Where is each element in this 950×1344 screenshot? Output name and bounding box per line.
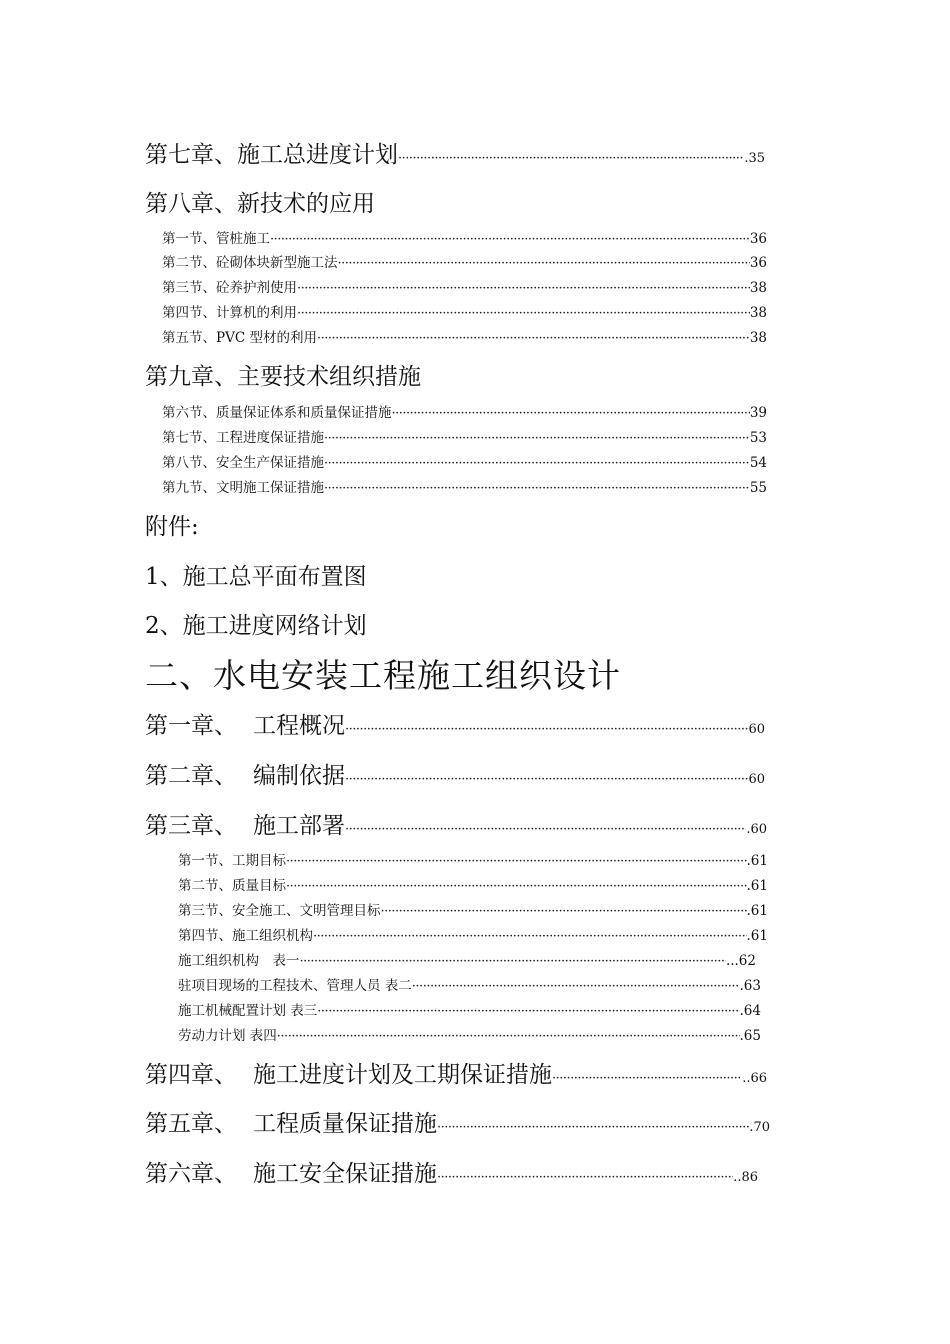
toc-entry-chapter bbox=[145, 1105, 770, 1138]
toc-page-number: .70 bbox=[749, 1120, 770, 1135]
toc-entry-title: 施工组织机构 表一 bbox=[178, 953, 300, 969]
dot-leader bbox=[270, 232, 750, 247]
toc-entry bbox=[162, 401, 767, 421]
appendix-item: 2、施工进度网络计划 bbox=[145, 613, 367, 639]
toc-page-number: 55 bbox=[749, 480, 767, 496]
toc-entry-title: 第五节、PVC 型材的利用 bbox=[162, 330, 317, 346]
chapter-prefix: 第五章、 bbox=[145, 1111, 237, 1137]
toc-entry bbox=[178, 999, 761, 1019]
dot-leader bbox=[317, 1004, 739, 1019]
toc-entry bbox=[162, 426, 767, 446]
toc-entry bbox=[178, 924, 768, 944]
toc-entry-ch7 bbox=[145, 136, 765, 169]
toc-entry-chapter bbox=[145, 707, 765, 740]
toc-entry bbox=[178, 899, 768, 919]
chapter-prefix: 第二章、 bbox=[145, 763, 237, 789]
toc-page-number: 39 bbox=[749, 405, 767, 421]
toc-entry-title: 施工安全保证措施 bbox=[253, 1161, 437, 1187]
toc-page-number: .65 bbox=[739, 1028, 761, 1044]
dot-leader bbox=[552, 1071, 742, 1086]
toc-page-number: .61 bbox=[746, 878, 768, 894]
toc-page-number: 38 bbox=[749, 305, 767, 321]
toc-entry-title: 第一节、管桩施工 bbox=[162, 231, 270, 247]
toc-page-number: 36 bbox=[749, 255, 767, 271]
toc-page-number: .63 bbox=[739, 978, 761, 994]
toc-page-number: 38 bbox=[749, 280, 767, 296]
appendix-label: 附件: bbox=[145, 514, 199, 540]
toc-page-number: .64 bbox=[739, 1003, 761, 1019]
toc-entry-title: 第二节、砼砌体块新型施工法 bbox=[162, 255, 338, 271]
toc-entry-title: 编制依据 bbox=[253, 763, 345, 789]
toc-entry-title: 第四节、施工组织机构 bbox=[178, 928, 313, 944]
dot-leader bbox=[345, 772, 748, 787]
dot-leader bbox=[286, 854, 747, 869]
toc-entry-title: 第三节、安全施工、文明管理目标 bbox=[178, 903, 381, 919]
toc-entry-title: 第三节、砼养护剂使用 bbox=[162, 280, 297, 296]
dot-leader bbox=[392, 406, 750, 421]
part-title: 二、水电安装工程施工组织设计 bbox=[145, 656, 621, 695]
toc-entry-chapter bbox=[145, 757, 765, 790]
toc-entry-title: 第一节、工期目标 bbox=[178, 853, 286, 869]
toc-entry bbox=[162, 301, 767, 321]
chapter-prefix: 第三章、 bbox=[145, 813, 237, 839]
toc-entry-title: 工程质量保证措施 bbox=[253, 1111, 437, 1137]
toc-entry-title: 施工机械配置计划 表三 bbox=[178, 1003, 318, 1019]
dot-leader bbox=[317, 331, 750, 346]
toc-page-number: 60 bbox=[748, 722, 765, 737]
dot-leader bbox=[412, 979, 740, 994]
toc-page-number: 54 bbox=[749, 455, 767, 471]
toc-entry-title: 第八节、安全生产保证措施 bbox=[162, 455, 324, 471]
toc-heading-ch9: 第九章、主要技术组织措施 bbox=[145, 364, 421, 390]
toc-entry bbox=[162, 227, 767, 247]
toc-entry-title: 劳动力计划 表四 bbox=[178, 1028, 277, 1044]
dot-leader bbox=[300, 954, 726, 969]
toc-entry-title: 工程概况 bbox=[253, 713, 345, 739]
dot-leader bbox=[286, 879, 747, 894]
toc-entry-title: 第二节、质量目标 bbox=[178, 878, 286, 894]
toc-entry-title: 第六节、质量保证体系和质量保证措施 bbox=[162, 405, 392, 421]
dot-leader bbox=[338, 256, 750, 271]
toc-entry-title: 驻项目现场的工程技术、管理人员 表二 bbox=[178, 978, 412, 994]
toc-entry-title: 第九节、文明施工保证措施 bbox=[162, 480, 324, 496]
toc-entry-chapter bbox=[145, 807, 767, 840]
dot-leader bbox=[324, 481, 750, 496]
toc-page-number: .60 bbox=[746, 822, 767, 837]
chapter-prefix: 第四章、 bbox=[145, 1062, 237, 1088]
toc-page-number: 60 bbox=[748, 772, 765, 787]
toc-page-number: 38 bbox=[749, 330, 767, 346]
toc-page-number: ..66 bbox=[742, 1071, 767, 1086]
toc-entry bbox=[162, 451, 767, 471]
toc-entry bbox=[178, 949, 756, 969]
dot-leader bbox=[381, 904, 747, 919]
toc-page-number: ..86 bbox=[733, 1170, 758, 1185]
dot-leader bbox=[297, 281, 750, 296]
dot-leader bbox=[437, 1170, 733, 1185]
dot-leader bbox=[437, 1120, 749, 1135]
toc-page-number: .61 bbox=[746, 903, 768, 919]
toc-entry-chapter bbox=[145, 1056, 767, 1089]
toc-entry-title: 施工部署 bbox=[253, 813, 345, 839]
toc-entry bbox=[178, 1024, 761, 1044]
toc-page-number: ...62 bbox=[725, 953, 756, 969]
dot-leader bbox=[398, 151, 744, 166]
dot-leader bbox=[345, 722, 748, 737]
toc-entry-title: 施工进度计划及工期保证措施 bbox=[253, 1062, 552, 1088]
toc-page-number: .61 bbox=[746, 928, 768, 944]
toc-page-number: 36 bbox=[749, 231, 767, 247]
toc-entry-chapter bbox=[145, 1155, 758, 1188]
dot-leader bbox=[297, 306, 750, 321]
dot-leader bbox=[345, 822, 746, 837]
toc-entry bbox=[162, 326, 767, 346]
chapter-prefix: 第六章、 bbox=[145, 1161, 237, 1187]
toc-heading-ch8: 第八章、新技术的应用 bbox=[145, 191, 375, 217]
toc-entry bbox=[162, 476, 767, 496]
dot-leader bbox=[324, 431, 750, 446]
toc-page-number: .35 bbox=[744, 151, 765, 166]
toc-page-number: 53 bbox=[749, 430, 767, 446]
appendix-item: 1、施工总平面布置图 bbox=[145, 564, 367, 590]
chapter-prefix: 第一章、 bbox=[145, 713, 237, 739]
dot-leader bbox=[277, 1029, 740, 1044]
toc-entry-title: 第七章、施工总进度计划 bbox=[145, 142, 398, 168]
dot-leader bbox=[313, 929, 747, 944]
toc-entry bbox=[178, 874, 768, 894]
toc-entry bbox=[162, 251, 767, 271]
toc-entry-title: 第七节、工程进度保证措施 bbox=[162, 430, 324, 446]
toc-entry-title: 第四节、计算机的利用 bbox=[162, 305, 297, 321]
dot-leader bbox=[324, 456, 750, 471]
toc-entry bbox=[178, 974, 761, 994]
toc-entry bbox=[178, 849, 768, 869]
toc-page-number: .61 bbox=[746, 853, 768, 869]
toc-entry bbox=[162, 276, 767, 296]
